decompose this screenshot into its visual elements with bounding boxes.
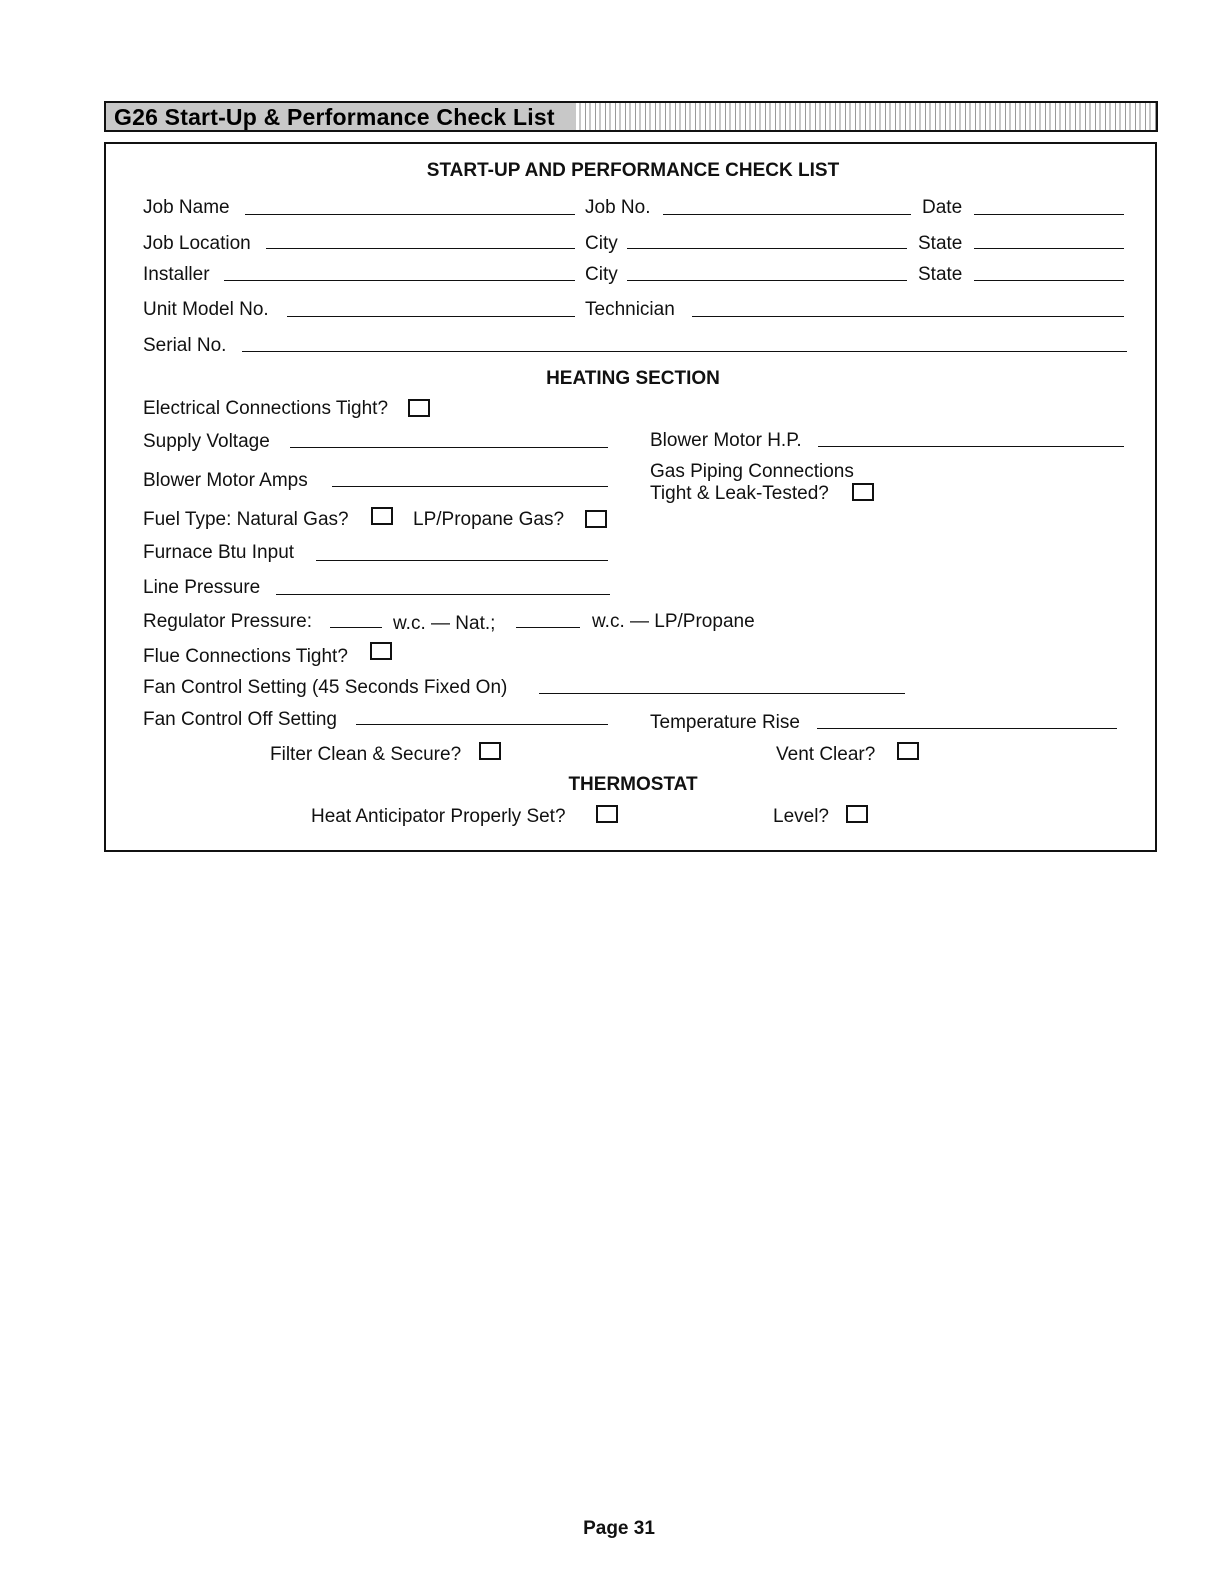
- electrical-connections-checkbox[interactable]: [408, 399, 430, 417]
- job-location-label: Job Location: [143, 233, 251, 254]
- level-checkbox[interactable]: [846, 805, 868, 823]
- line-pressure-label: Line Pressure: [143, 577, 261, 598]
- blower-hp-label: Blower Motor H.P.: [650, 430, 802, 451]
- supply-voltage-label: Supply Voltage: [143, 431, 270, 452]
- furnace-btu-field[interactable]: [316, 560, 608, 561]
- natural-gas-checkbox[interactable]: [371, 507, 393, 525]
- thermostat-heading: THERMOSTAT: [568, 774, 698, 795]
- wc-lp-label: w.c. — LP/Propane: [592, 611, 755, 632]
- job-city-field[interactable]: [627, 248, 907, 249]
- job-state-field[interactable]: [974, 248, 1124, 249]
- technician-label: Technician: [585, 299, 675, 320]
- filter-clean-label: Filter Clean & Secure?: [270, 744, 462, 765]
- furnace-btu-label: Furnace Btu Input: [143, 542, 295, 563]
- wc-nat-label: w.c. — Nat.;: [393, 613, 496, 634]
- date-label: Date: [922, 197, 963, 218]
- job-location-field[interactable]: [266, 248, 575, 249]
- vent-clear-checkbox[interactable]: [897, 742, 919, 760]
- serial-no-label: Serial No.: [143, 335, 227, 356]
- fan-control-off-label: Fan Control Off Setting: [143, 709, 337, 730]
- temperature-rise-field[interactable]: [817, 728, 1117, 729]
- filter-clean-checkbox[interactable]: [479, 742, 501, 760]
- level-label: Level?: [773, 806, 829, 827]
- job-city-label: City: [585, 233, 618, 254]
- regulator-nat-field[interactable]: [330, 627, 382, 628]
- fan-control-setting-label: Fan Control Setting (45 Seconds Fixed On): [143, 677, 508, 698]
- supply-voltage-field[interactable]: [290, 447, 608, 448]
- job-state-label: State: [918, 233, 963, 254]
- installer-label: Installer: [143, 264, 210, 285]
- job-name-field[interactable]: [245, 214, 575, 215]
- blower-amps-field[interactable]: [332, 486, 608, 487]
- flue-connections-checkbox[interactable]: [370, 642, 392, 660]
- gas-piping-checkbox[interactable]: [852, 483, 874, 501]
- fan-control-setting-field[interactable]: [539, 693, 905, 694]
- regulator-pressure-label: Regulator Pressure:: [143, 611, 312, 632]
- page-number: Page 31: [583, 1518, 655, 1539]
- job-no-label: Job No.: [585, 197, 651, 218]
- lp-propane-checkbox[interactable]: [585, 510, 607, 528]
- heating-heading: HEATING SECTION: [546, 368, 720, 389]
- line-pressure-field[interactable]: [276, 594, 610, 595]
- checklist-form: [104, 142, 1157, 852]
- form-heading: START-UP AND PERFORMANCE CHECK LIST: [426, 160, 840, 181]
- blower-amps-label: Blower Motor Amps: [143, 470, 308, 491]
- installer-state-field[interactable]: [974, 280, 1124, 281]
- regulator-lp-field[interactable]: [516, 627, 580, 628]
- banner-title: G26 Start-Up & Performance Check List: [114, 104, 555, 130]
- technician-field[interactable]: [692, 316, 1124, 317]
- section-banner: [104, 101, 1158, 132]
- electrical-connections-label: Electrical Connections Tight?: [143, 398, 389, 419]
- job-no-field[interactable]: [663, 214, 911, 215]
- date-field[interactable]: [974, 214, 1124, 215]
- heat-anticipator-checkbox[interactable]: [596, 805, 618, 823]
- gas-piping-label-line2: Tight & Leak-Tested?: [650, 483, 829, 504]
- fan-control-off-field[interactable]: [356, 724, 608, 725]
- fuel-type-label: Fuel Type: Natural Gas?: [143, 509, 349, 530]
- job-name-label: Job Name: [143, 197, 230, 218]
- unit-model-label: Unit Model No.: [143, 299, 269, 320]
- installer-state-label: State: [918, 264, 963, 285]
- installer-field[interactable]: [224, 280, 575, 281]
- serial-no-field[interactable]: [242, 351, 1127, 352]
- blower-hp-field[interactable]: [818, 446, 1124, 447]
- vent-clear-label: Vent Clear?: [776, 744, 876, 765]
- installer-city-field[interactable]: [627, 280, 907, 281]
- heat-anticipator-label: Heat Anticipator Properly Set?: [311, 806, 566, 827]
- flue-connections-label: Flue Connections Tight?: [143, 646, 348, 667]
- temperature-rise-label: Temperature Rise: [650, 712, 800, 733]
- gas-piping-label-line1: Gas Piping Connections: [650, 461, 854, 482]
- installer-city-label: City: [585, 264, 618, 285]
- unit-model-field[interactable]: [287, 316, 575, 317]
- lp-propane-label: LP/Propane Gas?: [413, 509, 565, 530]
